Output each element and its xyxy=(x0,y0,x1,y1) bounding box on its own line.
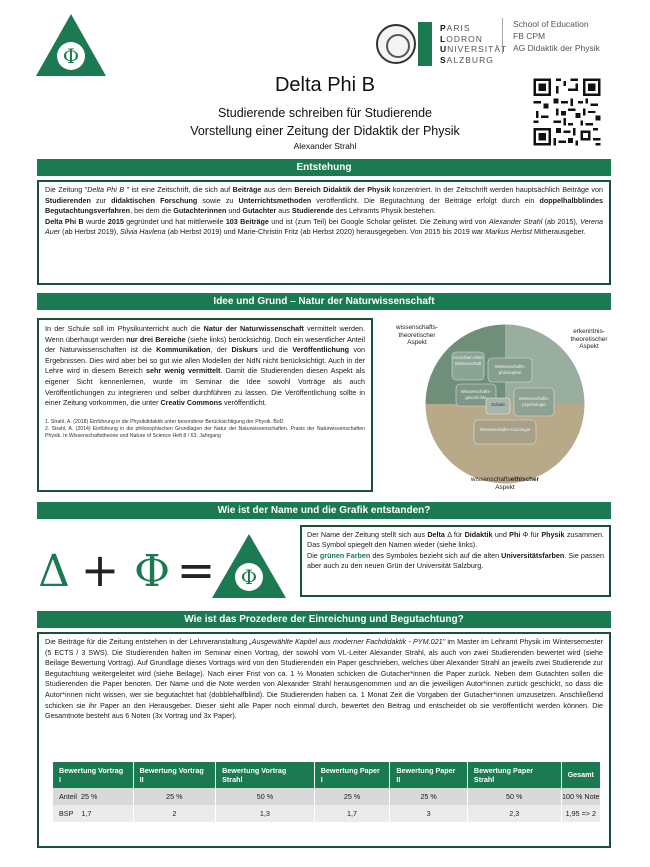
entstehung-paragraph: Delta Phi B wurde 2015 gegründet und hat mittlerweile 103 Beiträge und ist (zum Teil) bei Google Scholar gelistet. Die Zeitung wird von Alexander Strahl (ab 2015), Verena Auer (ab Herbst 2019), Silvia Havlena (ab Herbst 2019) und Marie-Christin Fritz (ab Herbst 2020) herausgegeben. Von 2015 bis 2019 war Markus Herbst Mitherausgeber. xyxy=(45,216,604,237)
venn-inner-label: Wissenschafts-geschichte xyxy=(460,389,492,400)
delta-symbol: Δ xyxy=(38,546,70,597)
poster-subtitle: Studierende schreiben für Studierende xyxy=(217,106,433,120)
table-cell: 100 % Note xyxy=(561,788,600,805)
grading-table xyxy=(52,762,600,822)
plus-sign: + xyxy=(80,543,120,597)
phi-symbol: Φ xyxy=(133,546,171,597)
table-cell: 50 % xyxy=(216,788,315,805)
logo-phi: Φ xyxy=(62,44,80,68)
entstehung-text xyxy=(37,180,611,285)
result-logo-phi: Φ xyxy=(240,565,258,589)
table-header: Gesamt xyxy=(561,762,600,788)
school-line: School of Education xyxy=(513,19,589,29)
venn-inner-label: Wissenschafts-philosophie xyxy=(494,364,526,375)
prozedere-paragraph: Die Beiträge für die Zeitung entstehen in der Lehrveranstaltung „Ausgewählte Kapitel aus moderner Fachdidaktik - PYM.021" im Master im Lehramt Physik im Wintersemester (5 ECTS / 3 SWS). Die Studierenden halten im Seminar einen Vortrag, der sowohl vom VL-Leiter Alexander Strahl, als auch von zwei Studierenden bewertet wird (siehe Beilage Bewertung Vortrag). Auf Grundlage dieses Vortrags wird von den Studierenden ein Paper geschrieben, welches über Alexander Strahl an jeweils zwei Studierende zur Begutachtung weitergeleitet wird (siehe Beilage). Nach einer Frist von ca. 1 ½ Monaten schicken die Gutacher*innen die Paper zurück. Neben dem Gutachten sollen die Studierenden die Paper benoten. Der Name und die Note werden von Alexander Strahl herausgenommen und an die jeweiligen Autor*innen zurück geschickt, so dass die Autor*innen nicht wissen, wer sie begutachtet hat (dobblehalfblind). Die Studierenden haben ca. 1 Monat Zeit die Vorgaben der Gutacher*innen umzusetzen. Anschließend schicken sie ihr Paper an den Herausgeber. Dieser sieht alle Paper noch einmal durch, bewertet den Beitrag und entscheidet ob sie veröffentlicht werden können. Die Gesamtnote besteht aus 6 Noten (3x Vortrag und 3x Paper). xyxy=(45,637,604,721)
reference: 2. Strahl, A. (2014) Einführung in die philosophischen Grundlagen der Natur der Naturwissenschaften. Praxis der Naturwissenschaften Physik. In Wissenschaftstheorie und Nature of Science Heft 8 / 63. Jahrgang xyxy=(45,425,365,439)
university-seal-icon xyxy=(376,24,416,64)
school-line: AG Didaktik der Physik xyxy=(513,43,600,53)
section-header-entstehung: Entstehung xyxy=(37,159,611,176)
table-header: Bewertung Paper Strahl xyxy=(467,762,561,788)
table-cell: 25 % xyxy=(314,788,390,805)
section-header-prozedere: Wie ist das Prozedere der Einreichung und Begutachtung? xyxy=(37,611,611,628)
section-header-name: Wie ist der Name und die Grafik entstanden? xyxy=(37,502,611,519)
table-row xyxy=(53,805,601,822)
table-cell: 25 % xyxy=(133,788,216,805)
nature-of-science-venn-diagram xyxy=(390,318,620,492)
table-header: Bewertung Paper I xyxy=(314,762,390,788)
table-row xyxy=(53,788,601,805)
poster-subtitle: Vorstellung einer Zeitung der Didaktik der Physik xyxy=(190,124,460,138)
venn-label-bottom: wissenschaftsethischer Aspekt xyxy=(470,476,540,491)
table-cell: Anteil 25 % xyxy=(53,788,134,805)
table-cell: 1,3 xyxy=(216,805,315,822)
entstehung-paragraph: Die Zeitung "Delta Phi B " ist eine Zeitschrift, die sich auf Beiträge aus dem Bereich Didaktik der Physik konzentriert. In der Zeitschrift werden hauptsächlich Beiträge von Studierenden zur didaktischen Forschung sowie zu Unterrichtsmethoden veröffentlicht. Die Begutachtung der Beiträge erfolgt durch ein doppelhalbblindes Begutachtungsverfahren, bei dem die Gutachterinnen und Gutachter aus Studierende des Lehramts Physik bestehen. xyxy=(45,185,604,216)
name-formula-graphic xyxy=(38,534,288,598)
table-header: Bewertung Paper II xyxy=(390,762,468,788)
section-header-idee: Idee und Grund – Natur der Naturwissenschaft xyxy=(37,293,611,310)
plus-green-bar xyxy=(418,22,432,66)
school-line: FB CPM xyxy=(513,31,546,41)
name-paragraph: Die grünen Farben des Symboles bezieht sich auf die alten Universitätsfarben. Sie passen aber auch zu den neuen Grün der Universität Salzburg. xyxy=(307,550,604,571)
equals-sign: = xyxy=(176,543,216,597)
poster-author: Alexander Strahl xyxy=(293,141,357,151)
venn-label-left: wissenschafts- theoretischer Aspekt xyxy=(396,324,438,346)
table-cell: 50 % xyxy=(467,788,561,805)
table-header: Bewertung Vortrag Strahl xyxy=(216,762,315,788)
reference: 1. Strahl, A. (2018) Einführung in die Physikdidaktik unter besonderer Berücksichtigung der Physik. BoD xyxy=(45,418,284,425)
idee-paragraph: In der Schule soll im Physikunterricht auch die Natur der Naturwissenschaft vermittelt werden. Wenn überhaupt werden nur drei Bereiche (siehe links) berücksichtig. Doch ein wesentlicher Anteil der Naturwissenschaften ist die Kommunikation, der Diskurs und die Veröffentlichung von Ergebnissen. Dies wird aber bei so gut wie allen Modellen der NdN nicht berücksichtigt. Auch in der Lehre wird in diesem Bereich sehr wenig vermittelt. Damit die Studierenden diesen Aspekt als eigener Sicht kennenlernen, wurde im Seminar die Idee sowohl Vorträge als auch Veröffentlichungen zu integrieren und selber durchführen zu lassen. Die Veröffentlichung sollte in einer Zeitung vorkommen, die unter Creativ Commons veröffentlicht. xyxy=(45,324,366,408)
venn-inner-label: Wissenschafts-soziologie xyxy=(479,427,531,432)
table-cell: 1,7 xyxy=(314,805,390,822)
table-header: Bewertung Vortrag I xyxy=(53,762,134,788)
venn-inner-label: Wissenschafts-psychologie xyxy=(518,396,550,407)
table-cell: 3 xyxy=(390,805,468,822)
venn-label-right: erkenntnis- theoretischer Aspekt xyxy=(570,328,608,350)
university-logo: PARIS LODRON UNIVERSITÄT SALZBURG xyxy=(376,22,507,66)
idee-text xyxy=(37,318,373,492)
poster-title: Delta Phi B xyxy=(274,74,376,96)
name-text xyxy=(300,525,611,597)
references xyxy=(45,419,365,440)
venn-inner-label: Ansichten über Wissenschaft xyxy=(452,355,484,366)
table-header: Bewertung Vortrag II xyxy=(133,762,216,788)
table-cell: 1,95 => 2 xyxy=(561,805,600,822)
table-cell: 25 % xyxy=(390,788,468,805)
table-cell: BSP 1,7 xyxy=(53,805,134,822)
name-paragraph: Der Name der Zeitung stellt sich aus Delta Δ für Didaktik und Phi Φ für Physik zusammen. Das Symbol spiegelt den Namen wieder (siehe links). xyxy=(307,530,604,550)
delta-phi-b-logo xyxy=(34,12,108,78)
venn-inner-label: Schule xyxy=(491,402,505,407)
table-cell: 2,3 xyxy=(467,805,561,822)
table-cell: 2 xyxy=(133,805,216,822)
school-info xyxy=(502,18,600,54)
